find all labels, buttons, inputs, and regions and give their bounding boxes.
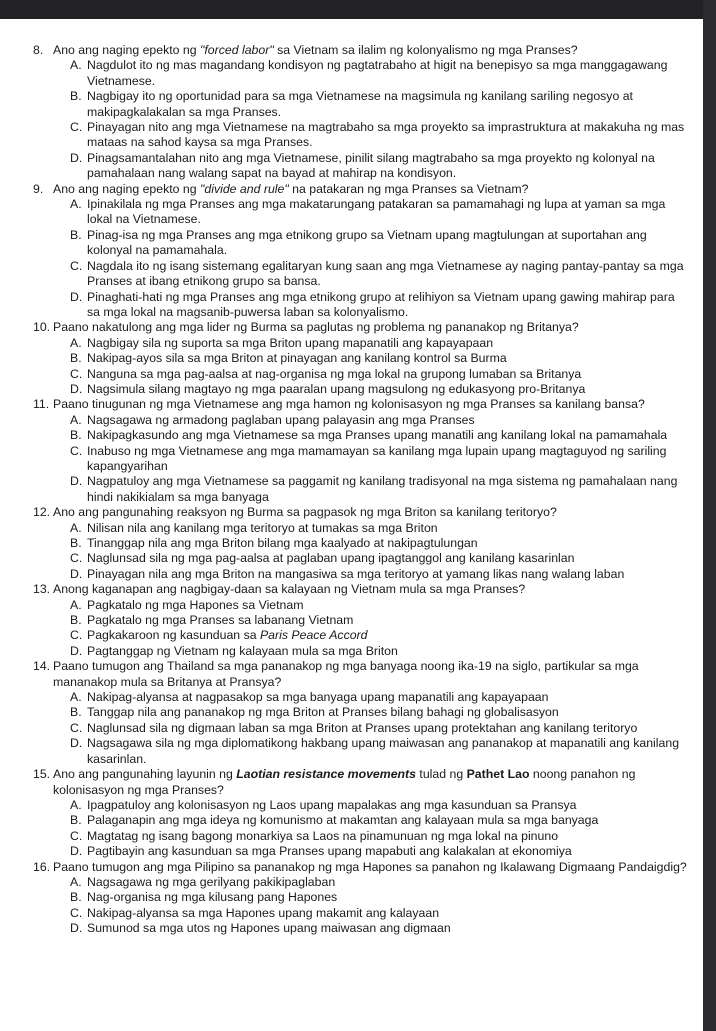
- option-text: [87, 197, 687, 228]
- option-item: [70, 413, 687, 428]
- question: [33, 860, 687, 875]
- text-segment: Nagsagawa ng armadong paglaban upang palayasin ang mga Pranses: [87, 412, 475, 427]
- text-segment: Ano ang naging epekto ng: [53, 181, 201, 196]
- option-letter: B.: [70, 89, 82, 104]
- text-segment: Pagkatalo ng mga Pranses sa labanang Vietnam: [87, 613, 354, 628]
- question-number: 14.: [33, 659, 51, 674]
- text-segment: Ano ang pangunahing layunin ng: [53, 767, 237, 782]
- question-number: 8.: [33, 43, 44, 57]
- option-letter: C.: [70, 720, 83, 735]
- option-letter: A.: [70, 197, 82, 212]
- text-segment: Pagtanggap ng Vietnam ng kalayaan mula sa mga Briton: [87, 643, 398, 658]
- option-item: [70, 521, 687, 536]
- option-item: [70, 736, 687, 767]
- option-item: [70, 536, 687, 551]
- option-letter: C.: [70, 905, 83, 920]
- option-text: [87, 351, 687, 366]
- text-segment: Nagbigay sila ng suporta sa mga Briton upang mapanatili ang kapayapaan: [87, 335, 494, 350]
- question-number: 11.: [33, 397, 50, 412]
- text-segment: Ano ang pangunahing reaksyon ng Burma sa pagpasok ng mga Briton sa kanilang teritoryo?: [53, 505, 557, 520]
- text-segment: Nagsagawa sila ng mga diplomatikong hakbang upang maiwasan ang pananakop at mapanatili ang kanilang kasarinlan.: [87, 736, 680, 766]
- option-letter: D.: [70, 921, 83, 936]
- option-item: [70, 875, 687, 890]
- text-segment: Pinaghati-hati ng mga Pranses ang mga etnikong grupo at relihiyon sa Vietnam upang gawing mahirap para sa mga lokal na magsanib-puwersa laban sa kolonyalismo.: [87, 289, 675, 319]
- option-text: [87, 628, 687, 643]
- option-letter: B.: [70, 227, 82, 242]
- question: [33, 43, 687, 58]
- option-text: [87, 228, 687, 259]
- options-list: [70, 798, 687, 860]
- option-text: [87, 921, 687, 936]
- option-text: [87, 890, 687, 905]
- option-letter: C.: [70, 366, 83, 381]
- option-item: [70, 336, 687, 351]
- text-segment: Laotian resistance movements: [236, 767, 416, 782]
- text-segment: Sumunod sa mga utos ng Hapones upang maiwasan ang digmaan: [87, 921, 451, 936]
- text-segment: Nagbigay ito ng oportunidad para sa mga Vietnamese na magsimula ng kanilang sariling negosyo at makipagkalakalan sa mga Pranses.: [87, 89, 633, 119]
- text-segment: Nagsagawa ng mga gerilyang pakikipaglaban: [87, 874, 336, 889]
- option-text: [87, 89, 687, 120]
- window-top-bar: [0, 0, 716, 19]
- option-letter: D.: [70, 289, 83, 304]
- text-segment: Nag-organisa ng mga kilusang pang Hapones: [87, 890, 338, 905]
- option-text: [87, 367, 687, 382]
- option-item: [70, 721, 687, 736]
- question-prompt: [53, 860, 687, 875]
- text-segment: Nilisan nila ang kanilang mga teritoryo at tumakas sa mga Briton: [87, 520, 438, 535]
- option-text: [87, 705, 687, 720]
- question-prompt: [53, 659, 687, 690]
- option-item: [70, 444, 687, 475]
- options-list: [70, 58, 687, 181]
- text-segment: Pagtibayin ang kasunduan sa mga Pranses upang mapabuti ang kalakalan at ekonomiya: [87, 844, 572, 859]
- option-text: [87, 58, 687, 89]
- text-segment: sa Vietnam sa ilalim ng kolonyalismo ng mga Pranses?: [273, 43, 578, 57]
- option-text: [87, 120, 687, 151]
- option-item: [70, 290, 687, 321]
- option-item: [70, 551, 687, 566]
- text-segment: "divide and rule": [200, 181, 289, 196]
- option-letter: B.: [70, 813, 82, 828]
- option-text: [87, 736, 687, 767]
- option-text: [87, 906, 687, 921]
- question: [33, 659, 687, 690]
- question-prompt: [53, 767, 687, 798]
- option-letter: C.: [70, 443, 83, 458]
- text-segment: Pathet Lao: [466, 767, 530, 782]
- question-number: 9.: [33, 181, 44, 196]
- text-segment: Pinayagan nila ang mga Briton na mangasiwa sa mga teritoryo at yamang likas nang walang laban: [87, 566, 625, 581]
- option-letter: A.: [70, 690, 82, 705]
- option-letter: B.: [70, 705, 82, 720]
- option-letter: B.: [70, 613, 82, 628]
- question-prompt: [53, 397, 687, 412]
- question-number: 10.: [33, 320, 51, 335]
- option-item: [70, 428, 687, 443]
- options-list: [70, 598, 687, 660]
- option-text: [87, 875, 687, 890]
- text-segment: Tinanggap nila ang mga Briton bilang mga kaalyado at nakipagtulungan: [87, 536, 478, 550]
- option-letter: D.: [70, 474, 83, 489]
- text-segment: Nakipagkasundo ang mga Vietnamese sa mga Pranses upang manatili ang kanilang lokal na pamamahala: [87, 428, 668, 443]
- option-letter: D.: [70, 150, 83, 165]
- text-segment: Ipagpatuloy ang kolonisasyon ng Laos upang mapalakas ang mga kasunduan sa Pransya: [87, 797, 577, 812]
- option-letter: A.: [70, 597, 82, 612]
- options-list: [70, 336, 687, 398]
- option-letter: A.: [70, 874, 82, 889]
- option-text: [87, 336, 687, 351]
- option-letter: B.: [70, 351, 82, 366]
- option-item: [70, 228, 687, 259]
- text-segment: Pinagsamantalahan nito ang mga Vietnamese, pinilit silang magtrabaho sa mga proyekto ng kolonyal na pamahalaan nang walang sapat na bayad at mahirap na kondisyon.: [87, 150, 655, 181]
- options-list: [70, 690, 687, 767]
- question-number: 16.: [33, 859, 51, 874]
- question: [33, 505, 687, 520]
- option-letter: B.: [70, 428, 82, 443]
- option-item: [70, 613, 687, 628]
- question: [33, 320, 687, 335]
- text-segment: Pinag-isa ng mga Pranses ang mga etnikong grupo sa Vietnam upang magtulungan at suportahan ang kolonyal na pamamahala.: [87, 227, 647, 258]
- options-list: [70, 197, 687, 320]
- question-number: 12.: [33, 505, 51, 520]
- text-segment: Palaganapin ang mga ideya ng komunismo at makamtan ang kalayaan mula sa mga banyaga: [87, 813, 599, 828]
- text-segment: Nagsimula silang magtayo ng mga paaralan upang magsulong ng edukasyong pro-Britanya: [87, 381, 586, 396]
- option-text: [87, 829, 687, 844]
- option-text: [87, 413, 687, 428]
- option-item: [70, 844, 687, 859]
- text-segment: na patakaran ng mga Pranses sa Vietnam?: [288, 181, 529, 196]
- option-text: [87, 721, 687, 736]
- option-letter: A.: [70, 412, 82, 427]
- text-segment: Nakipag-ayos sila sa mga Briton at pinayagan ang kanilang kontrol sa Burma: [87, 351, 507, 366]
- text-segment: Nanguna sa mga pag-aalsa at nag-organisa ng mga lokal na grupong lumaban sa Britanya: [87, 366, 582, 381]
- text-segment: Paano tumugon ang Thailand sa mga pananakop ng mga banyaga noong ika-19 na siglo, partikular sa mga mananakop mula sa Britanya at Pransya?: [53, 659, 639, 689]
- text-segment: Pagkakaroon ng kasunduan sa: [87, 628, 260, 643]
- option-item: [70, 890, 687, 905]
- option-letter: D.: [70, 844, 83, 859]
- text-segment: Paano nakatulong ang mga lider ng Burma sa paglutas ng problema ng pananakop ng Britanya?: [53, 320, 579, 335]
- text-segment: Ipinakilala ng mga Pranses ang mga makatarungang patakaran sa pamamahagi ng lupa at yaman sa mga lokal na Vietnamese.: [87, 197, 666, 227]
- text-segment: Ano ang naging epekto ng: [53, 43, 201, 57]
- option-text: [87, 844, 687, 859]
- option-letter: D.: [70, 736, 83, 751]
- text-segment: Pagkatalo ng mga Hapones sa Vietnam: [87, 597, 304, 612]
- text-segment: Nagdulot ito ng mas magandang kondisyon ng pagtatrabaho at higit na benepisyo sa mga manggagawang Vietnamese.: [87, 58, 668, 88]
- option-text: [87, 382, 687, 397]
- option-letter: A.: [70, 520, 82, 535]
- option-item: [70, 567, 687, 582]
- option-item: [70, 474, 687, 505]
- option-letter: C.: [70, 120, 83, 135]
- question: [33, 397, 687, 412]
- option-letter: B.: [70, 890, 82, 905]
- option-item: [70, 598, 687, 613]
- question: [33, 582, 687, 597]
- option-letter: A.: [70, 797, 82, 812]
- options-list: [70, 875, 687, 937]
- question-prompt: [53, 320, 687, 335]
- option-item: [70, 382, 687, 397]
- question-number: 15.: [33, 767, 51, 782]
- option-letter: A.: [70, 58, 82, 73]
- option-text: [87, 598, 687, 613]
- option-item: [70, 628, 687, 643]
- option-letter: C.: [70, 258, 83, 273]
- option-letter: D.: [70, 566, 83, 581]
- question-prompt: [53, 582, 687, 597]
- question-prompt: [53, 43, 687, 58]
- option-item: [70, 798, 687, 813]
- option-item: [70, 89, 687, 120]
- option-text: [87, 151, 687, 182]
- option-text: [87, 690, 687, 705]
- question: [33, 767, 687, 798]
- question: [33, 182, 687, 197]
- text-segment: Tanggap nila ang pananakop ng mga Briton at Pranses bilang bahagi ng globalisasyon: [87, 705, 559, 720]
- option-item: [70, 351, 687, 366]
- quiz-document-page: [33, 43, 687, 937]
- option-item: [70, 829, 687, 844]
- option-text: [87, 521, 687, 536]
- option-text: [87, 567, 687, 582]
- text-segment: Inabuso ng mga Vietnamese ang mga mamamayan sa kanilang mga lupain upang magtaguyod ng sariling kapangyarihan: [87, 443, 667, 473]
- option-letter: B.: [70, 536, 82, 550]
- text-segment: Pinayagan nito ang mga Vietnamese na magtrabaho sa mga proyekto sa imprastruktura at makakuha ng mas mataas na sahod kaysa sa mga Pranses.: [87, 120, 685, 150]
- option-text: [87, 536, 687, 551]
- page-right-margin-bar: [703, 0, 716, 1031]
- option-letter: D.: [70, 643, 83, 658]
- option-letter: A.: [70, 335, 82, 350]
- text-segment: Naglunsad sila ng digmaan laban sa mga Briton at Pranses upang protektahan ang kanilang teritoryo: [87, 720, 638, 735]
- option-text: [87, 428, 687, 443]
- option-item: [70, 120, 687, 151]
- option-letter: D.: [70, 381, 83, 396]
- option-text: [87, 259, 687, 290]
- option-text: [87, 474, 687, 505]
- text-segment: Paris Peace Accord: [259, 628, 368, 643]
- option-item: [70, 705, 687, 720]
- option-letter: C.: [70, 828, 83, 843]
- option-text: [87, 551, 687, 566]
- question-number: 13.: [33, 582, 51, 597]
- text-segment: noong panahon ng kolonisasyon ng mga Pranses?: [53, 767, 636, 797]
- question-prompt: [53, 182, 687, 197]
- option-item: [70, 813, 687, 828]
- text-segment: tulad ng: [416, 767, 467, 782]
- options-list: [70, 521, 687, 583]
- option-text: [87, 644, 687, 659]
- option-text: [87, 444, 687, 475]
- option-item: [70, 690, 687, 705]
- text-segment: Nagdala ito ng isang sistemang egalitaryan kung saan ang mga Vietnamese ay naging pantay-pantay sa mga Pranses at ibang etnikong grupo sa bansa.: [87, 258, 684, 289]
- text-segment: Nakipag-alyansa at nagpasakop sa mga banyaga upang mapanatili ang kapayapaan: [87, 690, 549, 705]
- option-item: [70, 197, 687, 228]
- options-list: [70, 413, 687, 505]
- text-segment: Naglunsad sila ng mga pag-aalsa at paglaban upang ipagtanggol ang kanilang kasarinlan: [87, 551, 575, 566]
- option-item: [70, 151, 687, 182]
- text-segment: Paano tinugunan ng mga Vietnamese ang mga hamon ng kolonisasyon ng mga Pranses sa kanilang bansa?: [53, 397, 645, 412]
- option-item: [70, 921, 687, 936]
- text-segment: Paano tumugon ang mga Pilipino sa pananakop ng mga Hapones sa panahon ng Ikalawang Digmaang Pandaigdig?: [53, 859, 687, 874]
- option-text: [87, 290, 687, 321]
- option-text: [87, 813, 687, 828]
- option-letter: C.: [70, 628, 83, 643]
- option-text: [87, 613, 687, 628]
- option-text: [87, 798, 687, 813]
- option-item: [70, 58, 687, 89]
- text-segment: Nakipag-alyansa sa mga Hapones upang makamit ang kalayaan: [87, 905, 440, 920]
- option-item: [70, 906, 687, 921]
- question-prompt: [53, 505, 687, 520]
- text-segment: Anong kaganapan ang nagbigay-daan sa kalayaan ng Vietnam mula sa mga Pranses?: [53, 582, 526, 597]
- option-item: [70, 644, 687, 659]
- text-segment: Nagpatuloy ang mga Vietnamese sa paggamit ng kanilang tradisyonal na mga sistema ng pamahalaan nang hindi nakikialam sa mga banyaga: [87, 474, 678, 504]
- text-segment: Magtatag ng isang bagong monarkiya sa Laos na pinamunuan ng mga lokal na pinuno: [87, 828, 559, 843]
- text-segment: "forced labor": [200, 43, 274, 57]
- option-item: [70, 367, 687, 382]
- option-item: [70, 259, 687, 290]
- option-letter: C.: [70, 551, 83, 566]
